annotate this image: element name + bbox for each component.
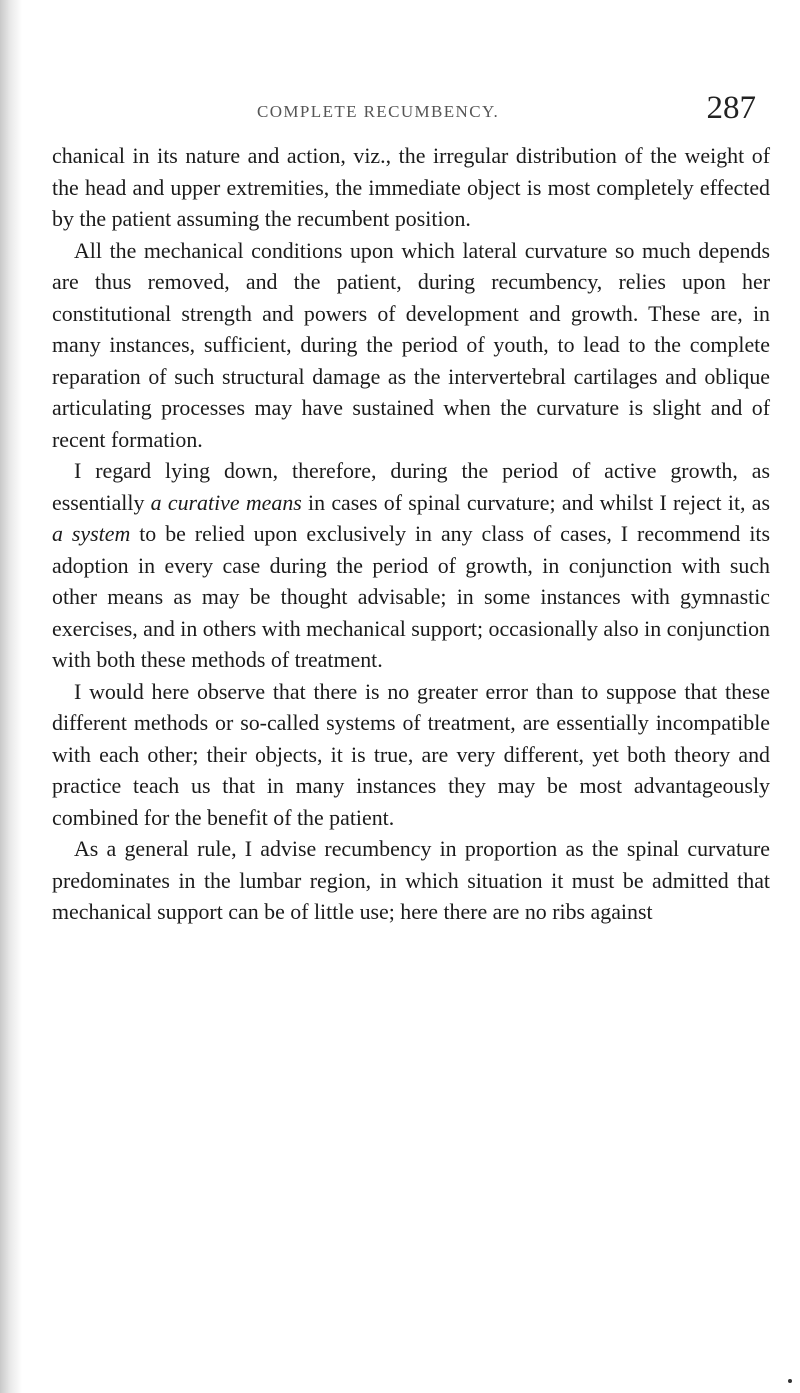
paragraph-3-text-a: I regard lying down, therefore, during the period of active growth, as essentially (52, 458, 770, 515)
paragraph-3-text-b: in cases of spinal curvature; and whilst I reject it, as (301, 489, 770, 515)
paragraph-1: chanical in its nature and action, viz., the irregular distribution of the weight of the head and upper extremities, the immediate object is most completely effected by the patient assuming the recumbent position. (52, 143, 770, 231)
running-head (52, 90, 770, 140)
scan-speck (788, 1379, 792, 1383)
italic-a-system: a system (52, 521, 131, 546)
paragraph-3 (52, 455, 770, 676)
running-title: COMPLETE RECUMBENCY. (257, 102, 500, 121)
body-text (52, 140, 770, 928)
italic-curative-means: a curative means (150, 489, 302, 515)
paragraph-4: I would here observe that there is no greater error than to suppose that these different methods or so-called systems of treatment, are essentially incompatible with each other; their objects, it is true, are very different, yet both theory and practice teach us that in many instances they may be most advantageously combined for the benefit of the patient. (52, 678, 770, 830)
book-page (52, 90, 770, 928)
paragraph-2: All the mechanical conditions upon which lateral curvature so much depends are thus removed, and the patient, during recumbency, relies upon her constitutional strength and powers of development and growth. These are, in many instances, sufficient, during the period of youth, to lead to the complete reparation of such structural damage as the intervertebral cartilages and oblique articulating processes may have sustained when the curvature is slight and of recent formation. (52, 237, 770, 452)
page-number: 287 (706, 90, 756, 126)
paragraph-5: As a general rule, I advise recumbency in proportion as the spinal curvature predominates in the lumbar region, in which situation it must be admitted that mechanical support can be of little use; here there are no ribs against (52, 836, 770, 924)
paragraph-3-text-c: to be relied upon exclusively in any class of cases, I recommend its adoption in every case during the period of growth, in conjunction with such other means as may be thought advisable; in some instances with gymnastic exercises, and in others with mechanical support; occasionally also in conjunction with both these methods of treatment. (52, 521, 770, 672)
page-gutter-shadow (0, 0, 22, 1393)
